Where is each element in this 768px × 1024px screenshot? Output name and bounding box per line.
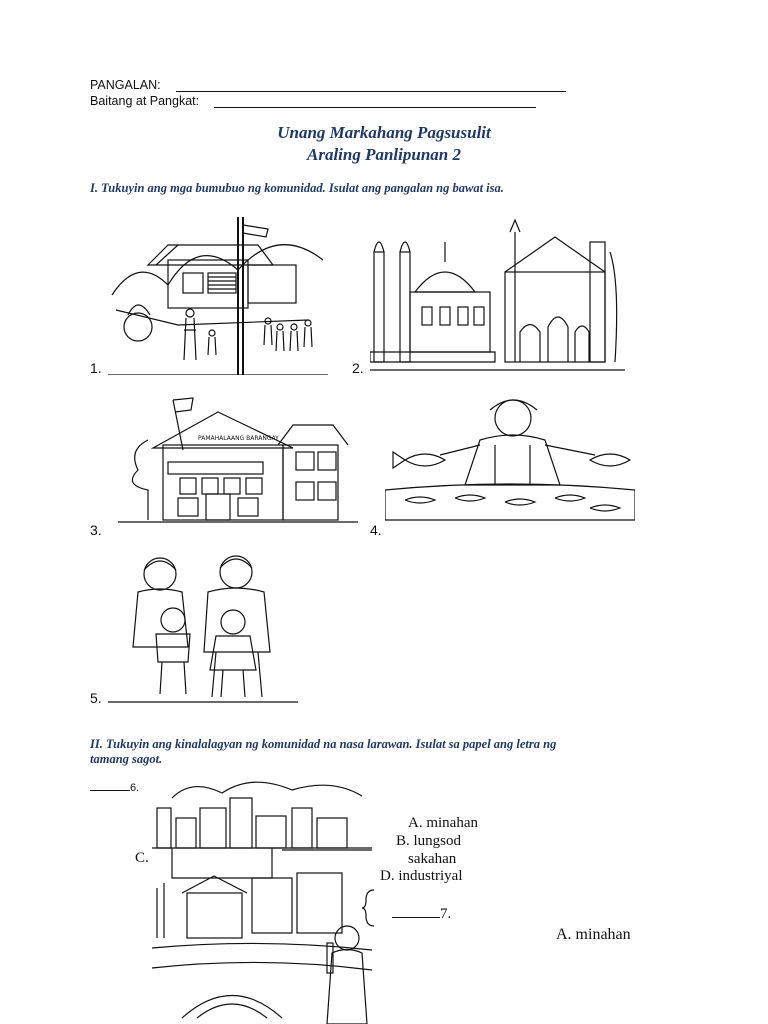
section2-instruction (90, 737, 690, 767)
item-7-choice-a: A. minahan (556, 926, 631, 943)
item-number-4: 4. (370, 522, 382, 538)
family-drawing (108, 552, 298, 704)
name-field-line[interactable] (176, 91, 566, 92)
page-title: Unang Markahang Pagsusulit (277, 123, 491, 142)
item-6-choice-b: B. lungsod (396, 833, 462, 849)
item-number-2: 2. (352, 360, 364, 376)
item-6-blank[interactable] (90, 790, 130, 791)
industrial-city-drawing (152, 778, 372, 1024)
section2-instruction-line1: II. Tukuyin ang kinalalagyan ng komunidad na nasa larawan. Isulat sa papel ang letra ng (90, 737, 557, 751)
item-number-5: 5. (90, 690, 102, 706)
page-subtitle: Araling Panlipunan 2 (306, 145, 461, 164)
item-number-3: 3. (90, 522, 102, 538)
item-6-answer (90, 782, 139, 794)
item-6-side-letter: C. (135, 850, 149, 866)
item-number-1: 1. (90, 360, 102, 376)
grade-section-label: Baitang at Pangkat: (90, 94, 200, 108)
item-6-choice-a: A. minahan (408, 815, 478, 831)
barangay-hall-drawing (118, 390, 358, 525)
item-6-choice-d: D. industriyal (380, 868, 463, 884)
school-drawing (108, 215, 328, 375)
item-6-number: 6. (130, 782, 140, 794)
name-label: PANGALAN: (90, 78, 161, 92)
item-7-blank[interactable] (392, 917, 440, 918)
choice-bracket (360, 888, 380, 933)
section1-instruction: I. Tukuyin ang mga bumubuo ng komunidad. Isulat ang pangalan ng bawat isa. (90, 181, 504, 195)
item-7-answer (392, 906, 451, 923)
fish-vendor-drawing (385, 390, 635, 530)
mosque-and-church-drawing (370, 212, 625, 374)
item-6-choice-c: sakahan (408, 851, 457, 867)
grade-section-field-line[interactable] (214, 107, 536, 108)
barangay-hall-sign: PAMAHALAANG BARANGAY (198, 435, 279, 442)
section2-instruction-line2: tamang sagot. (90, 752, 163, 766)
item-7-number: 7. (440, 906, 452, 922)
